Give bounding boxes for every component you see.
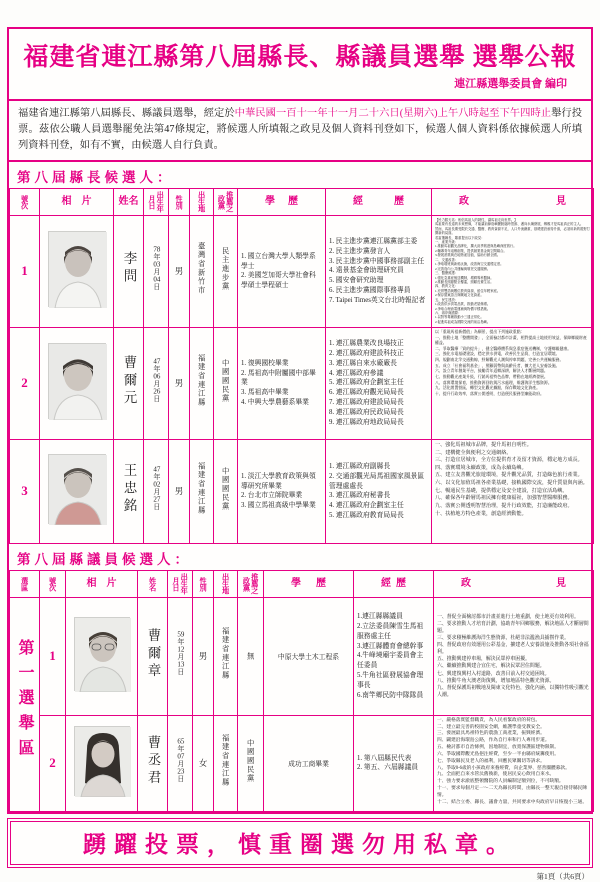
education-list: 1. 復興國校畢業 2. 馬祖高中附屬國中部畢業 3. 馬祖高中畢業 4. 中興大學農藝系畢業 (238, 327, 326, 439)
candidate-photo-cell (66, 597, 138, 715)
header-experience: 經歷 (326, 188, 432, 215)
party: 中國國民黨 (238, 715, 264, 811)
candidate-name: 李問 (114, 215, 144, 327)
candidate-photo (48, 454, 106, 524)
header-birth: 出生年月日 (168, 570, 193, 597)
birth-date: 47年06月26日 (144, 327, 169, 439)
header-party: 推薦之政黨 (238, 570, 264, 597)
candidate-number: 2 (40, 715, 66, 811)
education-list: 1. 淡江大學教育政策與領導研究所畢業 2. 台北市立師院畢業 3. 國立馬祖高級中學畢業 (238, 439, 326, 543)
experience-list: 1. 第八屆縣民代表 2. 第五、六屆縣議員 (354, 715, 434, 811)
page-number: 第1頁（共6頁） (536, 871, 589, 881)
platform-list: 一、嚴格落實監督職責，為人民看緊政府的荷包。 二、建立最完善的校園安全網，維護學童受教安全。 三、發展最具馬祖特色的農漁工商產業，振興經濟。 四、闢建沿海環島公路，作為自行車和行人專用步道。 五、檢討都市自治條例，因地制宜，放寬保護區建物限制。 六、爭取國際觀光島挹注經費，至少一半由縣府統籌使用。 七、爭取縣民及老人的福利，回應民眾關切等訴求。 八、爭取0-6歲的小孩政府來養經費，向企業界、慈善團體募款。 九、全面把自來水管汰舊換新，使居民安心飲用自來水。 十、強力要求澈底整頓醫院的人員編制足額到位，不可缺額。 十一、要求每個月定一～二天為縣長時間，由縣長一整天親自接待縣民陳情。 十二、結合立委、縣長、議會力量，共同要求中央政府早日恢復小三通。 (434, 715, 594, 811)
council-section-title: 第八屆縣議員候選人： (17, 551, 192, 567)
header-birthplace: 出生地 (190, 188, 214, 215)
footer-slogan: 踴躍投票，慎重圈選勿用私章。 (83, 831, 517, 857)
district-label: 第一選舉區 (10, 597, 40, 811)
birth-date: 59年12月13日 (168, 597, 193, 715)
education-list: 中原大學土木工程系 (264, 597, 354, 715)
candidate-photo (74, 726, 130, 796)
candidate-row (10, 327, 594, 439)
gender: 男 (169, 215, 190, 327)
candidate-row (10, 215, 594, 327)
publisher: 連江縣選舉委員會 編印 (454, 78, 567, 90)
header-experience: 經歷 (354, 570, 434, 597)
header-photo: 相 片 (66, 570, 138, 597)
party: 民主進步黨 (214, 215, 238, 327)
party: 無 (238, 597, 264, 715)
birthplace: 福建省連江縣 (214, 715, 238, 811)
intro-date: 中華民國一百十一年十一月二十六日(星期六)上午八時起至下午四時止 (234, 108, 552, 119)
header-education: 學歷 (264, 570, 354, 597)
candidate-name: 王忠銘 (114, 439, 144, 543)
experience-list: 1.連江縣縣議員 2.立法委員陳雪生馬祖服務處主任 3.連江縣體育會總幹事 4.牛峰境廟宇委員會主任委員 5.牛角社區發展協會理事長 6.南竿鄉民防中隊隊員 (354, 597, 434, 715)
candidate-name: 曹丞君 (138, 715, 168, 811)
experience-list: 1. 民主進步黨連江縣黨部主委 2. 民主進步黨發言人 3. 民主進步黨中國事務部副主任 4. 遠景基金會助理研究員 5. 國安會研究助理 6. 民主進步黨國際事務專員 7. Taipei Times英文台北時報記者 (326, 215, 432, 327)
birthplace: 福建省連江縣 (190, 327, 214, 439)
header-name: 姓名 (114, 188, 144, 215)
platform-list: 一、強化馬祖城市品牌，提升馬祖自明性。 二、建構健全與便利之交通網絡。 三、打造宜居城市，全方位提供育才及留才資源，穩定地方成長。 四、落實環境永續政策，成為永續島嶼。 五、建立友善觀光旅遊環境，提升觀光品質，打造綠色旅行產業。 六、以文化加值馬祖各產業基礎，接軌國際交流，提升質量與內涵。 七、暢通民生基礎，提供穩定及安全建設，打造宜活島嶼。 八、確保各年齡層馬祖民擁有健康福祉，加強智慧醫療服務。 九、落實公開透明智慧治理，提升行政效能，打造廉能政府。 十、扶植地方特色產業，創造經濟動能。 (432, 439, 594, 543)
candidate-row (10, 597, 594, 715)
bulletin-page (7, 0, 593, 882)
education-list: 1. 國立台灣大學人類學系學士 2. 美國芝加哥大學社會科學碩士學程碩士 (238, 215, 326, 327)
header-platform: 政見 (432, 188, 594, 215)
candidate-number: 2 (10, 327, 40, 439)
gender: 男 (169, 327, 190, 439)
header-birthplace: 出生地 (214, 570, 238, 597)
candidate-name: 曹爾元 (114, 327, 144, 439)
header-photo: 相 片 (40, 188, 114, 215)
header-no: 號次 (10, 188, 40, 215)
council-header-row (10, 570, 594, 597)
candidate-photo-cell (40, 327, 114, 439)
magistrate-table (9, 188, 594, 544)
platform-list: 一、督促全面檢討都市計畫並進行土地重劃，使土地更有效利用。 二、要求推動人才培育計劃，協助青年回鄉服務，解決地區人才斷層問題。 三、要求積極維護海洋生態資源，杜絕非法濫漁具捕撈作業。 四、督促政府有效運用公彩基金，擴建老人安養設施及推動各項社會福利。 五、推動興建停車場，解決民眾停車困擾。 六、繼續推動興建合宜住宅，解決民眾居住問題。 七、興建復興村入村道路，改善目前入村交通困境。 八、推動牛角大澳老街復興，增加地區特色觀光資源。 九、督促保護馬祖戰地及閩東文化特色，強化內涵，以獨特性吸引觀光人潮。 (434, 597, 594, 715)
birth-date: 47年02月27日 (144, 439, 169, 543)
candidate-row (10, 715, 594, 811)
header-birth: 出生年月日 (144, 188, 169, 215)
candidate-photo (74, 617, 130, 691)
candidate-name: 曹爾章 (138, 597, 168, 715)
header-gender: 性別 (193, 570, 214, 597)
birth-date: 78年03月04日 (144, 215, 169, 327)
title-block (9, 29, 591, 101)
magistrate-section-title: 第八屆縣長候選人： (17, 169, 175, 185)
party: 中國國民黨 (214, 439, 238, 543)
gender: 男 (193, 597, 214, 715)
candidate-photo-cell (40, 215, 114, 327)
birth-date: 65年07月23日 (168, 715, 193, 811)
header-no: 號次 (40, 570, 66, 597)
council-table (9, 570, 594, 812)
candidate-number: 1 (40, 597, 66, 715)
candidate-row (10, 439, 594, 543)
gender: 女 (193, 715, 214, 811)
candidate-number: 3 (10, 439, 40, 543)
header-gender: 性別 (169, 188, 190, 215)
intro-post: 舉行投票。茲依公職人員選舉罷免法第47條規定，將候選人所填報之政見及個人資料刊登如下，候選人個人資料係依據候選人所填列資料刊登，如有不實，由候選人自行負責。 (18, 108, 583, 151)
header-name: 姓名 (138, 570, 168, 597)
education-list: 成功工商畢業 (264, 715, 354, 811)
page-title: 福建省連江縣第八屆縣長、縣議員選舉 選舉公報 (23, 44, 577, 71)
birthplace: 福建省連江縣 (214, 597, 238, 715)
experience-list: 1. 連江縣政府副縣長 2. 交通部觀光局馬祖國家風景區管理處處長 3. 連江縣政府秘書長 4. 連江縣政府企劃室主任 5. 連江縣政府教育局局長 (326, 439, 432, 543)
header-platform: 政見 (434, 570, 594, 597)
magistrate-header-row (10, 188, 594, 215)
bulletin-frame (7, 27, 593, 814)
platform-list: 以「重現馬祖新價值」為願景，提出下列施政重點： 一、推動土地「整體開發」，全面檢討都市計畫，相對提高土地使用效益，保障鄉親財產權益。 二、爭取醫療「質的提升」，健全醫療體系與急重症後送機制，守護鄉親健康。 三、強化水電基礎建設，穩定供水供電，改善民生品質，打造宜居環境。 四、規劃南北竿交通動線，紓解觀光人潮與停車問題，完善公共運輸服務。 五、成立「社會福利基金」，照顧弱勢與高齡長者，擴大老人安養設施。 六、設立青年創業平台，鼓勵青年返鄉深耕，解決人才斷層問題。 七、推動觀光產業升級，行銷馬祖特色品牌，帶動在地經濟發展。 八、落實環境保育，推動資源回收與污水處理，維護海洋生態資源。 九、活化閒置營區，轉型文化觀光據點，保存戰地文化資產。 十、提升行政效率，落實公開透明，打造便民服務型廉能政府。 (432, 327, 594, 439)
candidate-photo (48, 343, 106, 419)
intro-pre: 福建省連江縣第八屆縣長、縣議員選舉，經定於 (18, 108, 235, 119)
candidate-photo-cell (66, 715, 138, 811)
intro-paragraph (9, 101, 591, 162)
header-district: 選區 (10, 570, 40, 597)
party: 中國國民黨 (214, 327, 238, 439)
footer-banner (7, 818, 593, 868)
birthplace: 福建省連江縣 (190, 439, 214, 543)
gender: 男 (169, 439, 190, 543)
birthplace: 臺灣省新竹市 (190, 215, 214, 327)
platform-list: 【民力勝天祐：相信馬祖人的韌性，讓馬祖走向世界。】 馬祖要有長遠的未來想像，才能讓前線島嶼擺脫臨時思維、邁向永續發展，鄉親才是馬祖真正的主人。 然而，馬祖長期受限於交通、醫療、教育資源不足，人口外流嚴重，基礎建設亟待升級，必須用新的視野打開新的局面。 若當選縣長，鄭重提出以下政見： 一、產業升級： 1.推動馬祖觀光品牌化，擴大淡季旅遊與島嶼深度旅行。 2.輔導青年返鄉創業，提供創業基金與空間媒合。 3.發展酒業與在地物產加值，協助行銷全國。 二、交通改善： 1.爭取增班與新船汰換，改善海空交通穩定度。 2.完善島內公共運輸與敬老交通服務。 三、醫療照護： 1.強化急重症後送機制，增聘專科醫師。 2.推動長照據點全覆蓋，照顧長輩生活。 四、教育文化： 1.充實雙語與數位教育資源，留住年輕家庭。 2.保存閩東語言與戰地文化資產。 五、民生建設： 1.改善供水供電品質，推動老屋修繕。 2.爭取合理油電運補與物價平穩措施。 六、兩岸與國際： 1.以對等尊嚴推動小三通正常化。 2.促進馬祖成為國際交流的前沿島嶼。 (432, 215, 594, 327)
candidate-number: 1 (10, 215, 40, 327)
header-party: 推薦之政黨 (214, 188, 238, 215)
candidate-photo-cell (40, 439, 114, 543)
header-education: 學歷 (238, 188, 326, 215)
candidate-photo (48, 231, 106, 307)
experience-list: 1. 連江縣農業改良場技正 2. 連江縣政府建設科技正 3. 連江縣自來水廠廠長 4. 連江縣政府參議 5. 連江縣政府企劃室主任 6. 連江縣政府觀光局局長 7. 連江縣政府建設局局長 8. 連江縣政府民政局局長 9. 連江縣政府地政局局長 (326, 327, 432, 439)
